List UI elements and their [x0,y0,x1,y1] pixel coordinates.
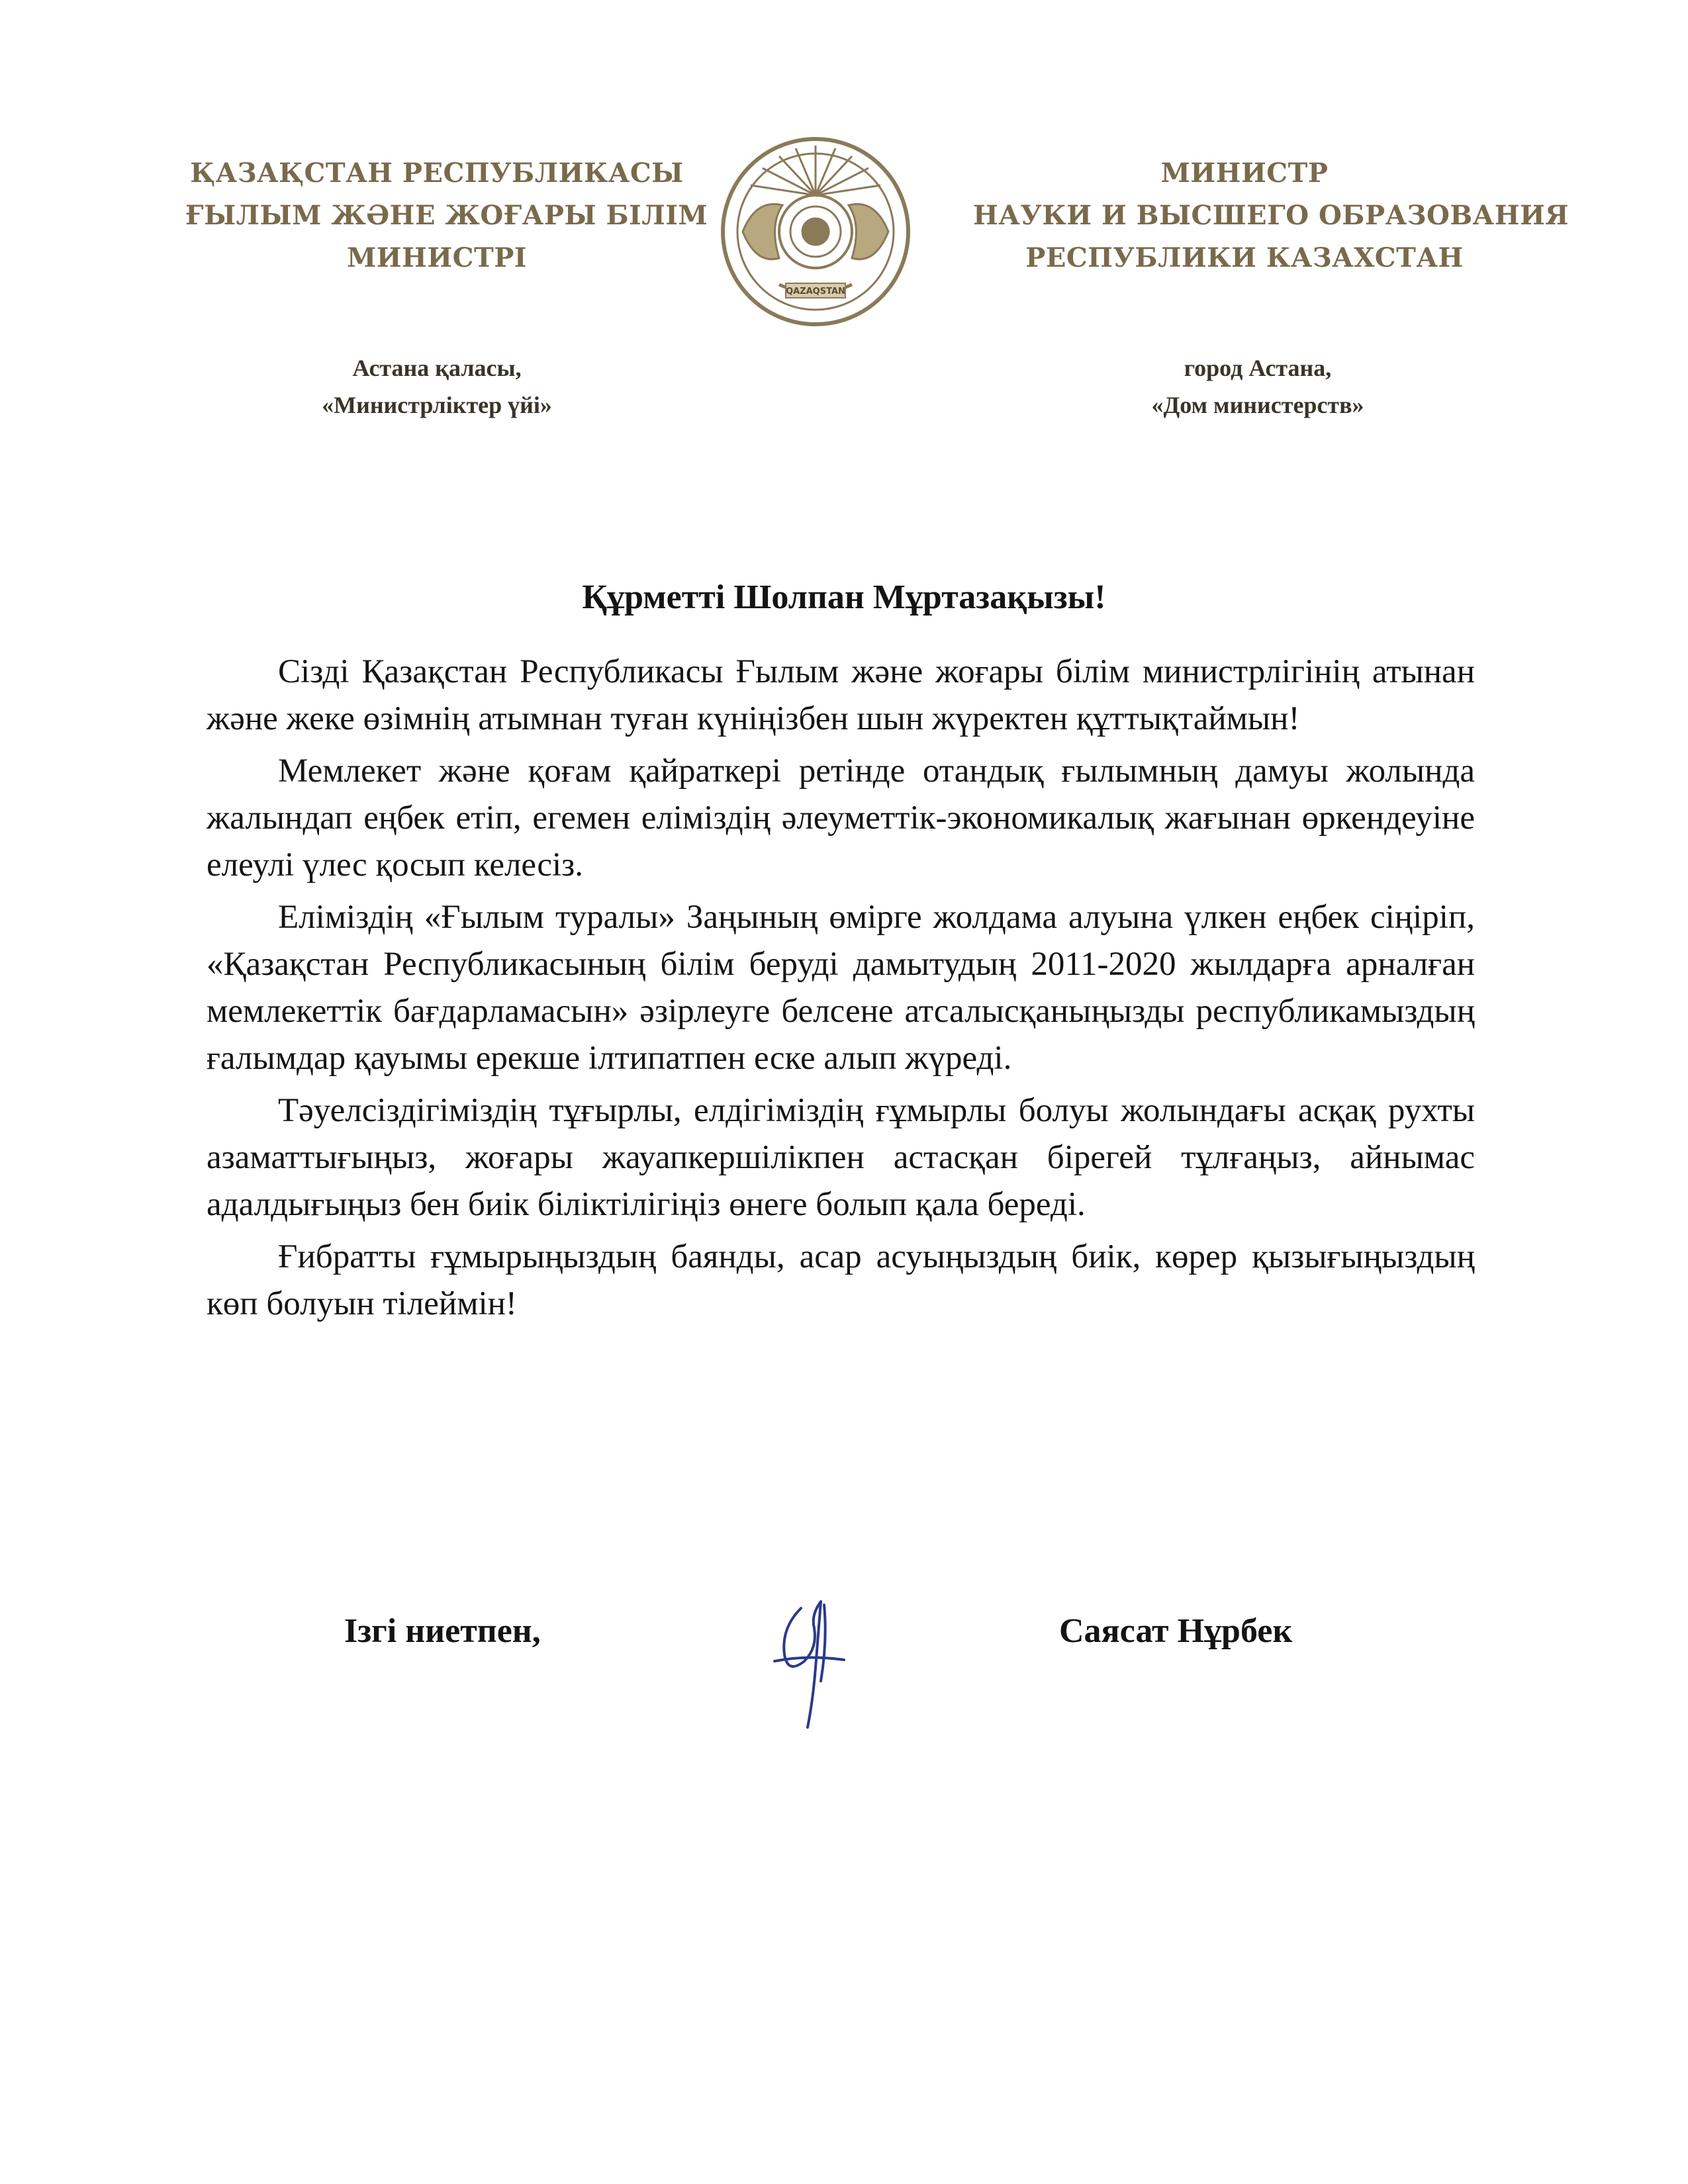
svg-text:QAZAQSTAN: QAZAQSTAN [786,287,845,296]
address-left-line-1: Астана қаласы, [352,355,522,381]
address-right-line-1: город Астана, [1184,355,1332,381]
header-left-line-3: МИНИСТРІ [346,242,528,273]
header-right-line-1: МИНИСТР [1160,158,1329,189]
header-left-line-2: ҒЫЛЫМ ЖӘНЕ ЖОҒАРЫ БІЛІМ [185,200,708,231]
body-paragraph: Мемлекет және қоғам қайраткері ретінде отандық ғылымның дамуы жолында жалындап еңбек етіп, егемен еліміздің әлеуметтік-экономикалық жағынан өркендеуіне елеулі үлес қосып келесіз. [207,752,1475,884]
body-paragraph: Тәуелсіздігіміздің тұғырлы, елдігіміздің ғұмырлы болуы жолындағы асқақ рухты азаматтығыңыз, жоғары жауапкершілікпен астасқан бірегей тұлғаңыз, айнымас адалдығыңыз бен биік біліктілігіңіз өнеге болып қала береді. [207,1092,1475,1223]
letter-body [207,649,1475,1333]
body-paragraph: Ғибратты ғұмырыңыздың баянды, асар асуыңыздың биік, көрер қызығыңыздың көп болуын тілеймін! [207,1238,1475,1322]
address-kazakh [252,349,622,424]
signer-name: Саясат Нұрбек [1059,1612,1293,1650]
body-paragraph: Еліміздің «Ғылым туралы» Заңының өмірге жолдама алуына үлкен еңбек сіңіріп, «Қазақстан Республикасының білім беруді дамытудың 2011-2020 жылдарға арналған мемлекеттік бағдарламасын» әзірлеуге белсене атсалысқаныңызды республикамыздың ғалымдар қауымы ерекше ілтипатпен еске алып жүреді. [207,899,1475,1077]
body-paragraph: Сізді Қазақстан Республикасы Ғылым және жоғары білім министрлігінің атынан және жеке өзімнің атымнан туған күніңізбен шын жүректен құттықтаймын! [207,653,1475,737]
closing-phrase: Ізгі ниетпен, [344,1612,541,1650]
header-right-line-3: РЕСПУБЛИКИ КАЗАХСТАН [1025,242,1464,273]
header-left-line-1: ҚАЗАҚСТАН РЕСПУБЛИКАСЫ [190,158,684,189]
address-russian [1072,349,1443,424]
address-right-line-2: «Дом министерств» [1151,392,1364,418]
salutation: Құрметті Шолпан Мұртазақызы! [582,578,1106,616]
address-left-line-2: «Министрліктер үйі» [322,392,552,418]
ministry-title-kazakh [185,152,708,279]
state-emblem-icon [716,132,915,331]
header-right-line-2: НАУКИ И ВЫСШЕГО ОБРАЗОВАНИЯ [973,200,1570,231]
ministry-title-russian [973,152,1570,279]
signature-icon [755,1582,854,1741]
